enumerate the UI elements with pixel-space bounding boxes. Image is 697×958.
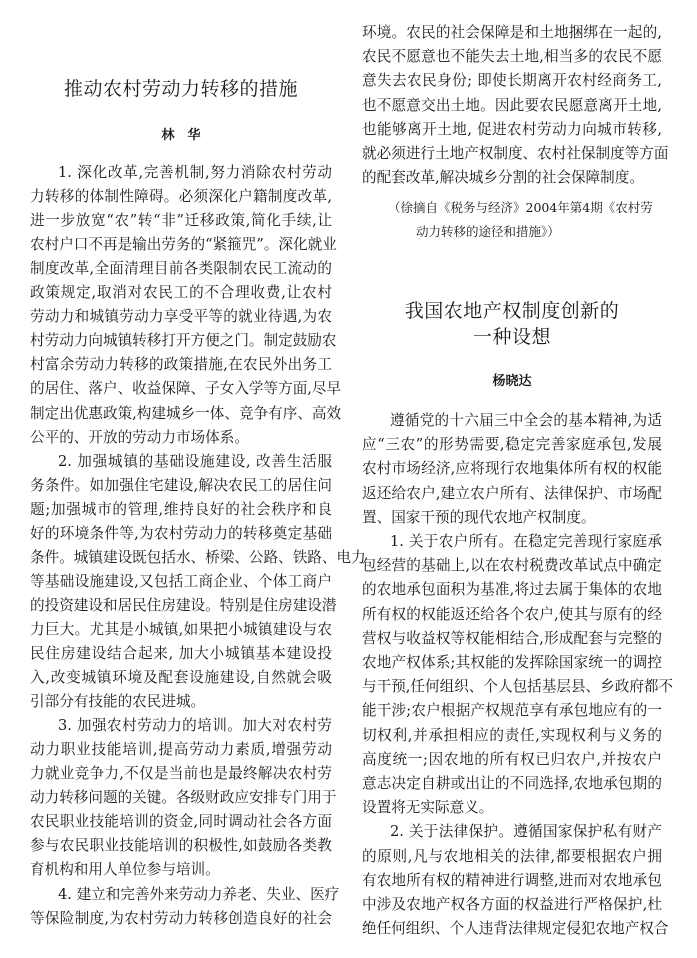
text-line: 入,改变城镇环境及配套设施建设,自然就会吸 bbox=[30, 669, 332, 687]
text-line: 的居住、落户、收益保障、子女入学等方面,尽早 bbox=[30, 380, 342, 398]
text-line: 包经营的基础上,以在农村税费改革试点中确定 bbox=[362, 557, 662, 575]
text-line: 中涉及农地产权各方面的权益进行严格保护,杜 bbox=[362, 896, 662, 913]
text-line: 制定出优惠政策,构建城乡一体、竞争有序、高效 bbox=[30, 404, 342, 422]
text-line: 力巨大。尤其是小城镇,如果把小城镇建设与农 bbox=[30, 620, 332, 638]
text-line: 育机构和用人单位参与培训。 bbox=[30, 861, 220, 879]
text-line: 题;加强城市的管理,维持良好的社会秩序和良 bbox=[30, 500, 332, 518]
text-line: 力就业竞争力,不仅是当前也是最终解决农村劳 bbox=[30, 765, 332, 783]
text-line: 的农地承包面积为基准,将过去属于集体的农地 bbox=[362, 581, 662, 599]
text-line: 农村户口不再是输出劳务的“紧箍咒”。深化就业 bbox=[30, 236, 337, 254]
text-line: 引部分有技能的农民进城。 bbox=[30, 693, 206, 711]
text-line: 3. 加强农村劳动力的培训。加大对农村劳 bbox=[58, 717, 332, 735]
text-line: 农民职业技能培训的资金,同时调动社会各方面 bbox=[30, 813, 332, 831]
text-line: 条件。城镇建设既包括水、桥梁、公路、铁路、电力 bbox=[30, 548, 366, 566]
text-line: 所有权的权能返还给各个农户,使其与原有的经 bbox=[362, 605, 662, 623]
text-line: 等保险制度,为农村劳动力转移创造良好的社会 bbox=[30, 909, 332, 927]
text-line: 动力职业技能培训,提高劳动力素质,增强劳动 bbox=[30, 741, 332, 759]
text-line: 环境。农民的社会保障是和土地捆绑在一起的, bbox=[362, 24, 662, 41]
text-line: 2. 加强城镇的基础设施建设, 改善生活服 bbox=[58, 452, 332, 470]
text-line: 参与农民职业技能培训的积极性,如鼓励各类教 bbox=[30, 837, 332, 855]
text-line: 好的环境条件等,为农村劳动力的转移奠定基础 bbox=[30, 524, 332, 542]
text-line: 应“三农”的形势需要,稳定完善家庭承包,发展 bbox=[362, 436, 662, 454]
text-line: 村劳动力向城镇转移打开方便之门。制定鼓励农 bbox=[30, 332, 337, 350]
text-line: 公平的、开放的劳动力市场体系。 bbox=[30, 428, 249, 446]
text-line: 民住房建设结合起来, 加大小城镇基本建设投 bbox=[30, 645, 332, 662]
text-line: 置、国家干预的现代农地产权制度。 bbox=[362, 508, 596, 526]
text-line: 有农地所有权的精神进行调整,进而对农地承包 bbox=[362, 871, 662, 889]
text-line: 1. 深化改革,完善机制,努力消除农村劳动 bbox=[58, 164, 332, 181]
text-line: 村富余劳动力转移的政策措施,在农民外出务工 bbox=[30, 356, 332, 374]
text-line: 返还给农户,建立农户所有、法律保护、市场配 bbox=[362, 484, 662, 502]
text-line: 务条件。如加强住宅建设,解决农民工的居住问 bbox=[30, 476, 332, 494]
text-line: 也能够离开土地, 促进农村劳动力向城市转移, bbox=[362, 120, 662, 138]
text-line: 意志决定自耕或出让的不同选择,农地承包期的 bbox=[362, 775, 662, 792]
text-line: 4. 建立和完善外来劳动力养老、失业、医疗 bbox=[58, 885, 340, 903]
text-line: 动力转移问题的关键。各级财政应安排专门用于 bbox=[30, 789, 337, 807]
text-line: 也不愿意交出土地。因此要农民愿意离开土地, bbox=[362, 96, 662, 114]
text-line: 意失去农民身份; 即使长期离开农村经商务工, bbox=[362, 72, 662, 90]
text-line: 的投资建设和居民住房建设。特别是住房建设潜 bbox=[30, 596, 337, 614]
text-line: 就必须进行土地产权制度、农村社保制度等方面 bbox=[362, 145, 669, 162]
article-title-line: 一种设想 bbox=[472, 326, 551, 348]
text-line: 制度改革,全面清理目前各类限制农民工流动的 bbox=[30, 260, 332, 278]
text-line: 绝任何组织、个人违背法律规定侵犯农地产权合 bbox=[362, 920, 669, 938]
text-line: 能干涉;农户根据产权规范享有承包地应有的一 bbox=[362, 702, 662, 720]
text-line: 政策规定,取消对农民工的不合理收费,让农村 bbox=[30, 284, 332, 302]
citation-line: 动力转移的途径和措施》） bbox=[416, 224, 560, 239]
text-line: 的配套改革,解决城乡分割的社会保障制度。 bbox=[362, 169, 644, 187]
text-line: 设置将无实际意义。 bbox=[362, 799, 494, 817]
text-line: 农民不愿意也不能失去土地,相当多的农民不愿 bbox=[362, 48, 662, 66]
text-line: 营权与收益权等权能相结合,形成配套与完整的 bbox=[362, 629, 662, 647]
article-title: 推动农村劳动力转移的措施 bbox=[63, 78, 298, 100]
text-line: 1. 关于农户所有。在稳定完善现行家庭承 bbox=[390, 533, 662, 550]
text-line: 等基础设施建设,又包括工商企业、个体工商户 bbox=[30, 572, 332, 590]
article-title-line: 我国农地产权制度创新的 bbox=[404, 300, 620, 322]
text-line: 切权利,并承担相应的责任,实现权利与义务的 bbox=[362, 726, 662, 744]
text-line: 农地产权体系;其权能的发挥除国家统一的调控 bbox=[362, 654, 662, 671]
article-author: 林 华 bbox=[161, 128, 201, 143]
citation-line: （徐摘自《税务与经济》2004年第4期《农村劳 bbox=[388, 200, 653, 215]
text-line: 与干预,任何组织、个人包括基层县、乡政府都不 bbox=[362, 678, 674, 696]
text-line: 遵循党的十六届三中全会的基本精神,为适 bbox=[390, 412, 662, 429]
article-author: 杨晓达 bbox=[492, 374, 532, 389]
text-line: 农村市场经济,应将现行农地集体所有权的权能 bbox=[362, 460, 662, 478]
text-line: 高度统一;因农地的所有权已归农户,并按农户 bbox=[362, 750, 662, 768]
text-line: 劳动力和城镇劳动力享受平等的就业待遇,为农 bbox=[30, 308, 332, 326]
text-line: 力转移的体制性障碍。必须深化户籍制度改革, bbox=[30, 188, 332, 206]
text-line: 2. 关于法律保护。遵循国家保护私有财产 bbox=[390, 823, 662, 841]
text-line: 的原则,凡与农地相关的法律,都要根据农户拥 bbox=[362, 847, 662, 865]
text-line: 进一步放宽“农”转“非”迁移政策,简化手续,让 bbox=[30, 212, 332, 230]
